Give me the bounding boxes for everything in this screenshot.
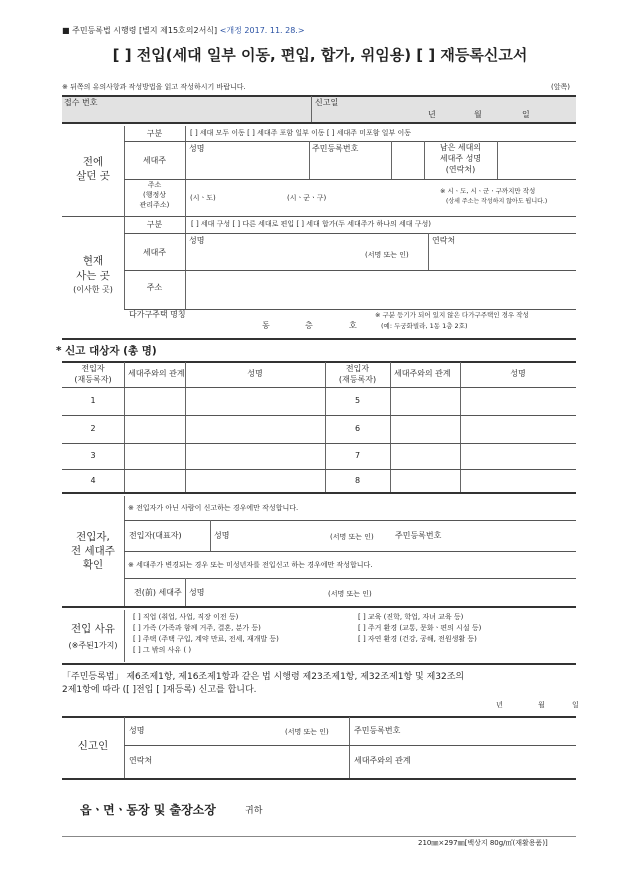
form-title: [ ] 전입(세대 일부 이동, 편입, 합가, 위임용) [ ] 재등록신고서 bbox=[112, 46, 528, 64]
form-rule-text: ■ 주민등록법 시행령 [별지 제15호의2서식] <개정 2017. 11. 28.> bbox=[62, 26, 305, 35]
col-name-right: 성명 bbox=[510, 369, 526, 378]
mover-rep-label: 전입자(대표자) bbox=[129, 531, 182, 540]
paper-spec: 210㎜×297㎜[백상지 80g/㎡(재활용품)] bbox=[418, 839, 548, 847]
reporter-label: 신고인 bbox=[77, 740, 109, 752]
reason-left-2[interactable]: [ ] 가족 (가족과 함께 거주, 결혼, 분가 등) bbox=[133, 624, 261, 632]
row-number: 2 bbox=[90, 424, 96, 433]
reason-left-3[interactable]: [ ] 주택 (주택 구입, 계약 만료, 전세, 재개발 등) bbox=[133, 635, 279, 643]
mover-note-2: ※ 세대주가 변경되는 경우 또는 미성년자를 전입신고 하는 경우에만 작성합니다. bbox=[128, 561, 373, 569]
col-mover-right-2: (재등록자) bbox=[338, 375, 377, 384]
col-name: 성명 bbox=[247, 369, 263, 378]
prev-sido: (시ㆍ도) bbox=[190, 194, 216, 202]
reason-right-1[interactable]: [ ] 교육 (진학, 학업, 자녀 교육 등) bbox=[358, 613, 464, 621]
date-year: 년 bbox=[428, 110, 436, 119]
reporter-contact-label: 연락처 bbox=[129, 756, 153, 765]
report-date-label: 신고일 bbox=[315, 98, 339, 107]
row-number: 1 bbox=[90, 396, 96, 405]
prev-address-label-3: 관리주소) bbox=[139, 201, 170, 209]
multi-house-label: 다가구주택 명칭 bbox=[129, 310, 186, 319]
curr-householder-label: 세대주 bbox=[142, 248, 167, 257]
reason-label: 전입 사유 bbox=[71, 623, 115, 635]
row-number: 7 bbox=[354, 451, 361, 460]
targets-title: * 신고 대상자 (총 명) bbox=[56, 345, 157, 357]
row-number: 3 bbox=[90, 451, 96, 460]
mover-sign: (서명 또는 인) bbox=[330, 533, 374, 541]
reporter-sign: (서명 또는 인) bbox=[285, 728, 329, 736]
page-side-label: (앞쪽) bbox=[551, 83, 570, 91]
date-month: 월 bbox=[474, 110, 482, 119]
declaration-line-1: 「주민등록법」 제6조제1항, 제16조제1항과 같은 법 시행령 제23조제1항, 제32조제1항 및 제32조의 bbox=[62, 672, 465, 682]
prev-type-options[interactable]: [ ] 세대 모두 이동 [ ] 세대주 포함 일부 이동 [ ] 세대주 미포함 일부 이동 bbox=[190, 129, 412, 137]
col-relation: 세대주와의 관계 bbox=[128, 369, 185, 378]
row-number: 4 bbox=[90, 476, 96, 485]
prev-householder-sign: (서명 또는 인) bbox=[328, 590, 372, 598]
prev-section-title-1: 전에 bbox=[82, 156, 104, 168]
prev-householder-name: 성명 bbox=[189, 588, 205, 597]
reporter-name-label: 성명 bbox=[129, 726, 145, 735]
curr-type-label: 구분 bbox=[146, 220, 163, 229]
prev-address-label-2: (행정상 bbox=[142, 191, 167, 199]
prev-address-note-1: ※ 시ㆍ도, 시ㆍ군ㆍ구까지만 작성 bbox=[440, 187, 536, 195]
prev-householder-label2: 전(前) 세대주 bbox=[134, 588, 182, 597]
prev-type-label: 구분 bbox=[146, 129, 163, 138]
decl-year: 년 bbox=[496, 701, 503, 709]
multi-note-2: (예: 두궁화빌라, 1동 1층 2호) bbox=[381, 322, 468, 330]
mover-section-title-3: 확인 bbox=[82, 559, 104, 571]
prev-householder-label: 세대주 bbox=[142, 156, 167, 165]
multi-note-1: ※ 구분 등기가 되어 있지 않은 다가구주택인 경우 작성 bbox=[375, 311, 529, 319]
col-relation-right: 세대주와의 관계 bbox=[394, 369, 451, 378]
prev-address-label-1: 주소 bbox=[147, 181, 162, 189]
reporter-regno-label: 주민등록번호 bbox=[354, 726, 401, 735]
multi-dong: 동 bbox=[262, 321, 270, 330]
recipient-main: 읍ㆍ면ㆍ동장 및 출장소장 bbox=[80, 803, 216, 817]
row-number: 8 bbox=[354, 476, 361, 485]
mover-section-title-1: 전입자, bbox=[76, 531, 110, 543]
curr-section-title-3: (이사한 곳) bbox=[73, 285, 113, 294]
remaining-label-1: 남은 세대의 bbox=[439, 143, 482, 152]
receipt-number-label: 접수 번호 bbox=[64, 98, 98, 107]
prev-regno-label: 주민등록번호 bbox=[312, 144, 359, 153]
reason-sub: (※주된1가지) bbox=[68, 641, 118, 650]
date-day: 일 bbox=[522, 110, 530, 119]
multi-ho: 호 bbox=[349, 321, 357, 330]
reason-left-4[interactable]: [ ] 그 밖의 사유 ( ) bbox=[133, 646, 192, 654]
mover-regno-label: 주민등록번호 bbox=[395, 531, 442, 540]
mover-note-1: ※ 전입자가 아닌 사람이 신고하는 경우에만 작성합니다. bbox=[128, 504, 299, 512]
revision-date: <개정 2017. 11. 28.> bbox=[219, 26, 305, 35]
prev-section-title-2: 살던 곳 bbox=[76, 170, 110, 182]
reason-left-1[interactable]: [ ] 직업 (취업, 사업, 직장 이전 등) bbox=[133, 613, 239, 621]
reason-right-2[interactable]: [ ] 주거 환경 (교통, 문화ㆍ편의 시설 등) bbox=[358, 624, 482, 632]
row-number: 6 bbox=[354, 424, 361, 433]
multi-cheung: 층 bbox=[305, 321, 313, 330]
remaining-label-3: (연락처) bbox=[445, 165, 476, 174]
curr-contact-label: 연락처 bbox=[432, 236, 456, 245]
col-mover-right-1: 전입자 bbox=[345, 364, 370, 373]
decl-month: 월 bbox=[538, 701, 545, 709]
declaration-line-2: 2제1항에 따라 ([ ]전입 [ ]재등록) 신고를 합니다. bbox=[62, 685, 257, 695]
curr-address-label: 주소 bbox=[146, 283, 163, 292]
col-mover-1: 전입자 bbox=[81, 364, 105, 373]
curr-name-label: 성명 bbox=[189, 236, 205, 245]
decl-day: 일 bbox=[572, 701, 579, 709]
prev-sigungu: (시ㆍ군ㆍ구) bbox=[287, 194, 327, 202]
instruction-text: ※ 뒤쪽의 유의사항과 작성방법을 읽고 작성하시기 바랍니다. bbox=[62, 83, 246, 91]
reporter-relation-label: 세대주와의 관계 bbox=[354, 756, 411, 765]
col-mover-2: (재등록자) bbox=[74, 375, 112, 384]
reason-right-3[interactable]: [ ] 자연 환경 (건강, 공해, 전원생활 등) bbox=[358, 635, 477, 643]
row-number: 5 bbox=[354, 396, 361, 405]
mover-name-label: 성명 bbox=[214, 531, 230, 540]
curr-sign: (서명 또는 인) bbox=[365, 251, 409, 259]
prev-name-label: 성명 bbox=[189, 144, 205, 153]
remaining-label-2: 세대주 성명 bbox=[439, 154, 482, 163]
curr-section-title-2: 사는 곳 bbox=[76, 270, 110, 282]
curr-section-title-1: 현재 bbox=[82, 255, 104, 267]
curr-type-options[interactable]: [ ] 세대 구성 [ ] 다른 세대로 편입 [ ] 세대 합가(두 세대주가 하나의 세대 구성) bbox=[191, 220, 432, 228]
prev-address-note-2: (상세 주소는 작성하지 않아도 됩니다.) bbox=[446, 198, 548, 205]
mover-section-title-2: 전 세대주 bbox=[71, 545, 115, 557]
recipient-suffix: 귀하 bbox=[245, 806, 263, 816]
